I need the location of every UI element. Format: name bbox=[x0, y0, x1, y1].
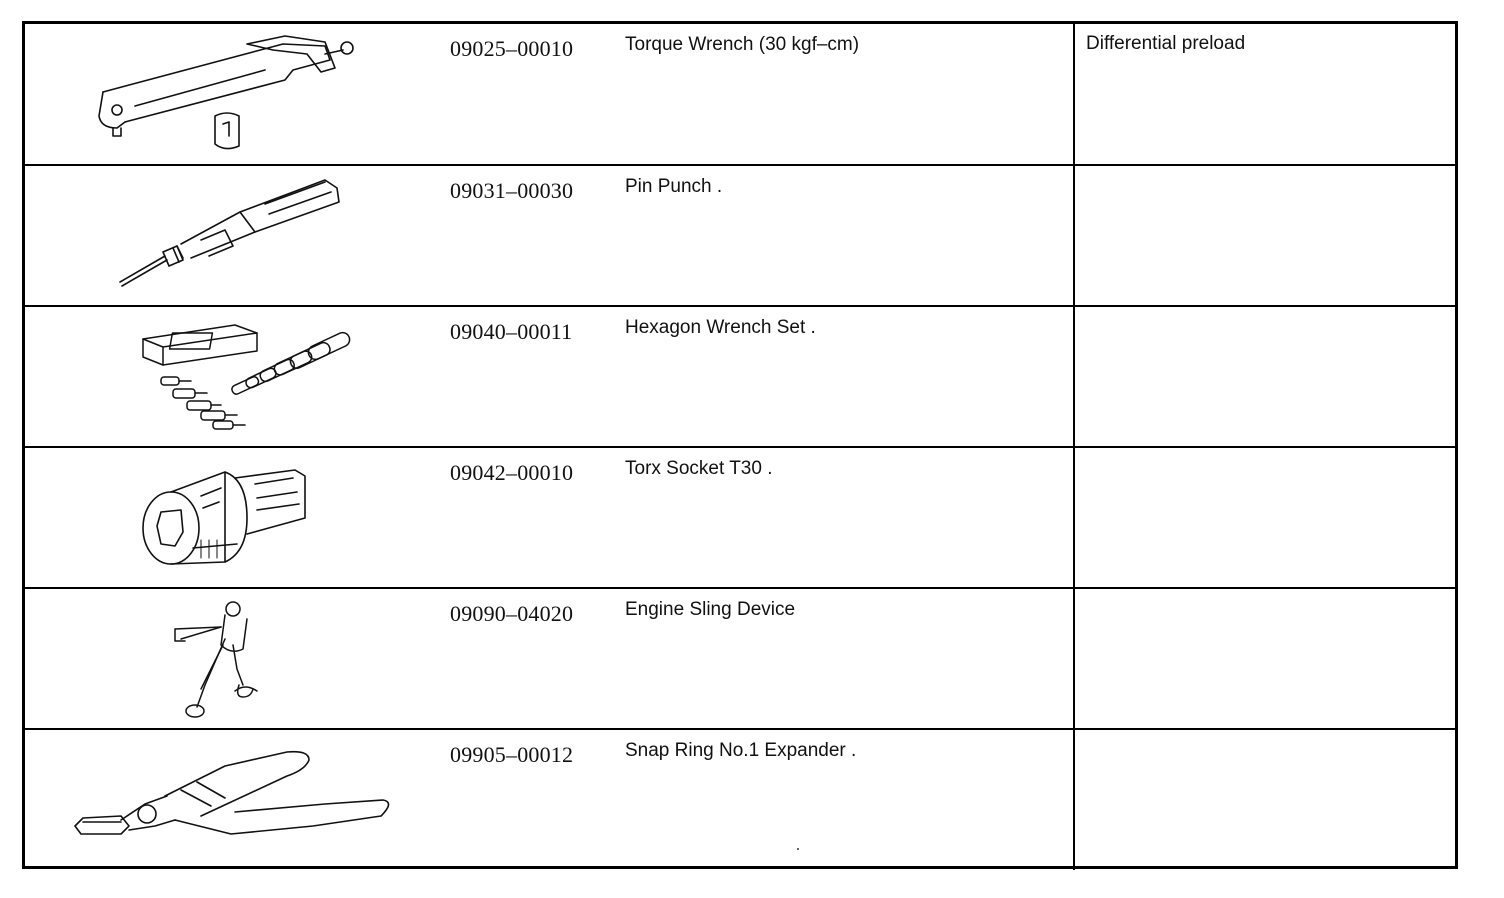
remark-cell bbox=[1074, 729, 1455, 870]
table-row bbox=[25, 24, 1455, 165]
remark-text bbox=[1075, 448, 1455, 457]
hexagon-wrench-set-icon bbox=[25, 307, 445, 446]
pin-punch-icon bbox=[25, 166, 445, 305]
remark-text bbox=[1075, 166, 1455, 175]
torque-wrench-icon bbox=[25, 24, 445, 163]
tool-cell bbox=[25, 165, 1074, 306]
remark-cell bbox=[1074, 588, 1455, 729]
part-number: 09905–00012 bbox=[450, 742, 574, 767]
table-row bbox=[25, 729, 1455, 870]
tool-cell bbox=[25, 306, 1074, 447]
tool-name: Engine Sling Device bbox=[625, 599, 796, 620]
tool-name: Torx Socket T30 . bbox=[625, 458, 773, 479]
tool-table-frame bbox=[22, 21, 1458, 869]
remark-text bbox=[1075, 589, 1455, 598]
remark-cell bbox=[1074, 447, 1455, 588]
tool-name: Torque Wrench (30 kgf–cm) bbox=[625, 34, 860, 55]
remark-text: Differential preload bbox=[1086, 33, 1246, 54]
scan-speck bbox=[797, 848, 799, 850]
engine-sling-icon bbox=[25, 589, 445, 728]
remark-text bbox=[1075, 307, 1455, 316]
remark-text bbox=[1075, 730, 1455, 739]
tool-cell bbox=[25, 24, 1074, 165]
table-row bbox=[25, 165, 1455, 306]
tool-cell bbox=[25, 447, 1074, 588]
part-number: 09042–00010 bbox=[450, 460, 574, 485]
part-number: 09031–00030 bbox=[450, 178, 574, 203]
tool-cell bbox=[25, 729, 1074, 870]
torx-socket-icon bbox=[25, 448, 445, 587]
table-row bbox=[25, 306, 1455, 447]
part-number: 09090–04020 bbox=[450, 601, 574, 626]
snap-ring-expander-icon bbox=[25, 730, 445, 869]
remark-cell bbox=[1074, 24, 1455, 165]
table-row bbox=[25, 588, 1455, 729]
tool-cell bbox=[25, 588, 1074, 729]
remark-cell bbox=[1074, 306, 1455, 447]
tool-name: Pin Punch . bbox=[625, 176, 723, 197]
tool-name: Snap Ring No.1 Expander . bbox=[625, 740, 857, 761]
special-service-tools-table bbox=[25, 24, 1455, 870]
part-number: 09025–00010 bbox=[450, 36, 574, 61]
part-number: 09040–00011 bbox=[450, 319, 573, 344]
table-row bbox=[25, 447, 1455, 588]
tool-name: Hexagon Wrench Set . bbox=[625, 317, 816, 338]
remark-cell bbox=[1074, 165, 1455, 306]
